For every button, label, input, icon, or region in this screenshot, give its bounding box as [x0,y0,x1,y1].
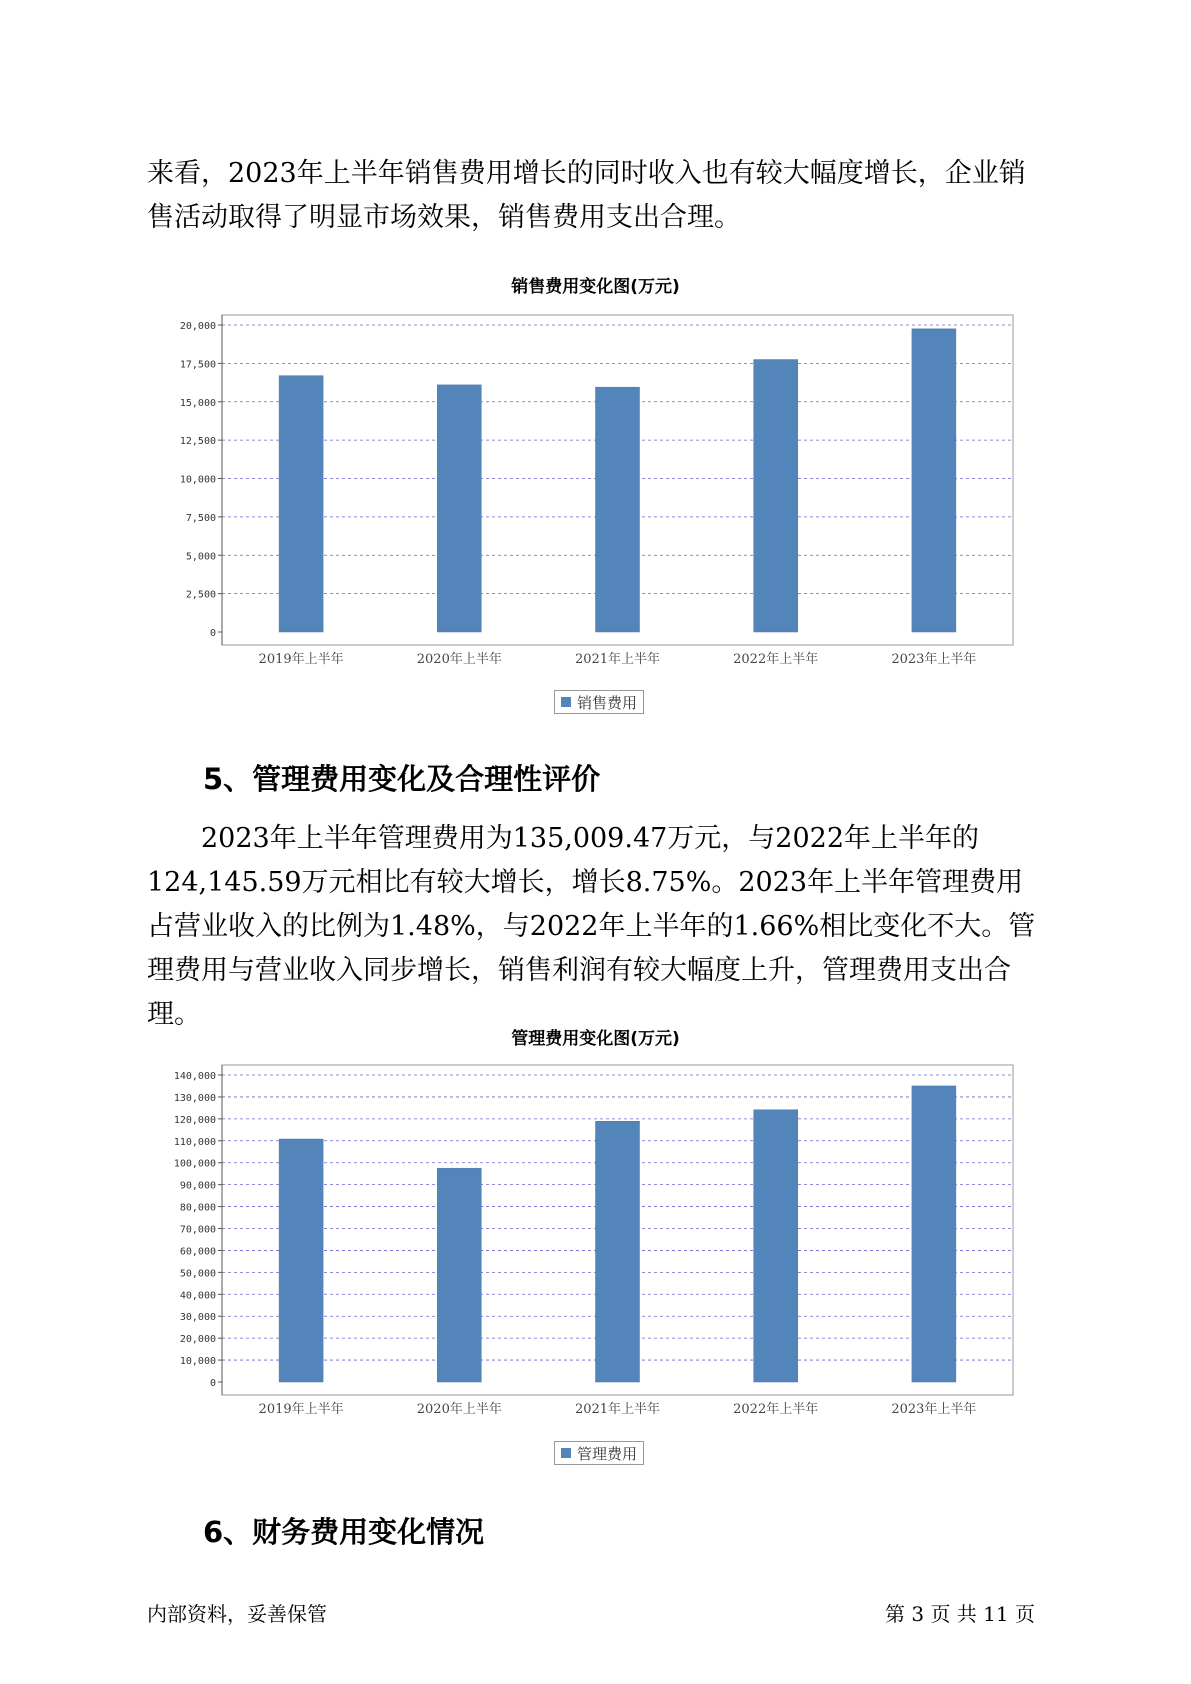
bar [437,1168,481,1382]
y-tick-label: 50,000 [179,1268,216,1280]
y-tick-label: 2,500 [185,589,216,601]
y-tick-label: 7,500 [185,512,216,524]
y-tick-label: 0 [209,628,216,639]
section-heading-6: 6、财务费用变化情况 [203,1515,485,1549]
y-tick-label: 80,000 [179,1202,216,1214]
y-tick-label: 70,000 [179,1224,216,1236]
chart-legend-sales [554,690,644,714]
y-tick-label: 10,000 [179,1356,216,1368]
footer-confidential: 内部资料，妥善保管 [147,1602,327,1626]
paragraph-admin-expense: 2023年上半年管理费用为135,009.47万元，与2022年上半年的124,145.59万元相比有较大增长，增长8.75%。2023年上半年管理费用占营业收入的比例为1.48%，与2022年上半年的1.66%相比变化不大。管理费用与营业收入同步增长，销售利润有较大幅度上升，管理费用支出合理。 [147,823,1036,1030]
legend-label: 管理费用 [577,1444,638,1463]
chart-title-sales: 销售费用变化图(万元) [511,277,680,297]
y-tick-label: 12,500 [179,436,216,448]
x-tick-label: 2021年上半年 [574,1402,661,1417]
x-tick-label: 2021年上半年 [574,652,661,667]
legend-swatch [561,1448,571,1458]
x-tick-label: 2019年上半年 [258,1402,344,1417]
y-tick-label: 130,000 [173,1092,216,1104]
y-tick-label: 90,000 [179,1180,216,1192]
y-tick-label: 5,000 [185,551,216,563]
y-tick-label: 20,000 [179,1334,216,1346]
x-tick-label: 2020年上半年 [416,1402,502,1417]
y-tick-label: 40,000 [179,1290,216,1302]
y-tick-label: 30,000 [179,1312,216,1324]
x-tick-label: 2022年上半年 [733,652,819,667]
y-tick-label: 0 [209,1378,216,1389]
bar [912,329,956,632]
y-tick-label: 140,000 [173,1071,216,1082]
bar [596,387,640,632]
footer-page-number: 第 3 页 共 11 页 [885,1602,1035,1626]
paragraph-sales-conclusion [147,152,1047,240]
x-tick-label: 2023年上半年 [891,652,977,667]
legend-swatch [561,697,571,707]
chart-legend-admin [554,1441,644,1465]
x-tick-label: 2020年上半年 [416,652,502,667]
bar [754,1110,798,1382]
section-heading-5: 5、管理费用变化及合理性评价 [203,762,601,796]
y-tick-label: 17,500 [179,359,216,371]
bar [596,1121,640,1382]
x-tick-label: 2022年上半年 [733,1402,819,1417]
legend-label: 销售费用 [577,693,638,712]
y-tick-label: 60,000 [179,1246,216,1258]
x-tick-label: 2023年上半年 [891,1402,977,1417]
y-tick-label: 120,000 [173,1114,216,1126]
admin-expense-chart [0,1060,1191,1415]
y-tick-label: 100,000 [173,1158,216,1170]
y-tick-label: 10,000 [179,474,216,486]
bar [279,1139,323,1382]
paragraph-line: 售活动取得了明显市场效果，销售费用支出合理。 [147,202,741,233]
x-tick-label: 2019年上半年 [258,652,344,667]
bar [437,385,481,632]
y-tick-label: 15,000 [179,397,216,409]
y-tick-label: 110,000 [173,1136,216,1148]
chart-title-admin: 管理费用变化图(万元) [511,1029,680,1049]
paragraph-line: 来看，2023年上半年销售费用增长的同时收入也有较大幅度增长，企业销 [147,158,1026,189]
bar [912,1086,956,1382]
sales-expense-chart [0,310,1191,665]
bar [754,360,798,632]
y-tick-label: 20,000 [179,321,216,332]
bar [279,376,323,632]
